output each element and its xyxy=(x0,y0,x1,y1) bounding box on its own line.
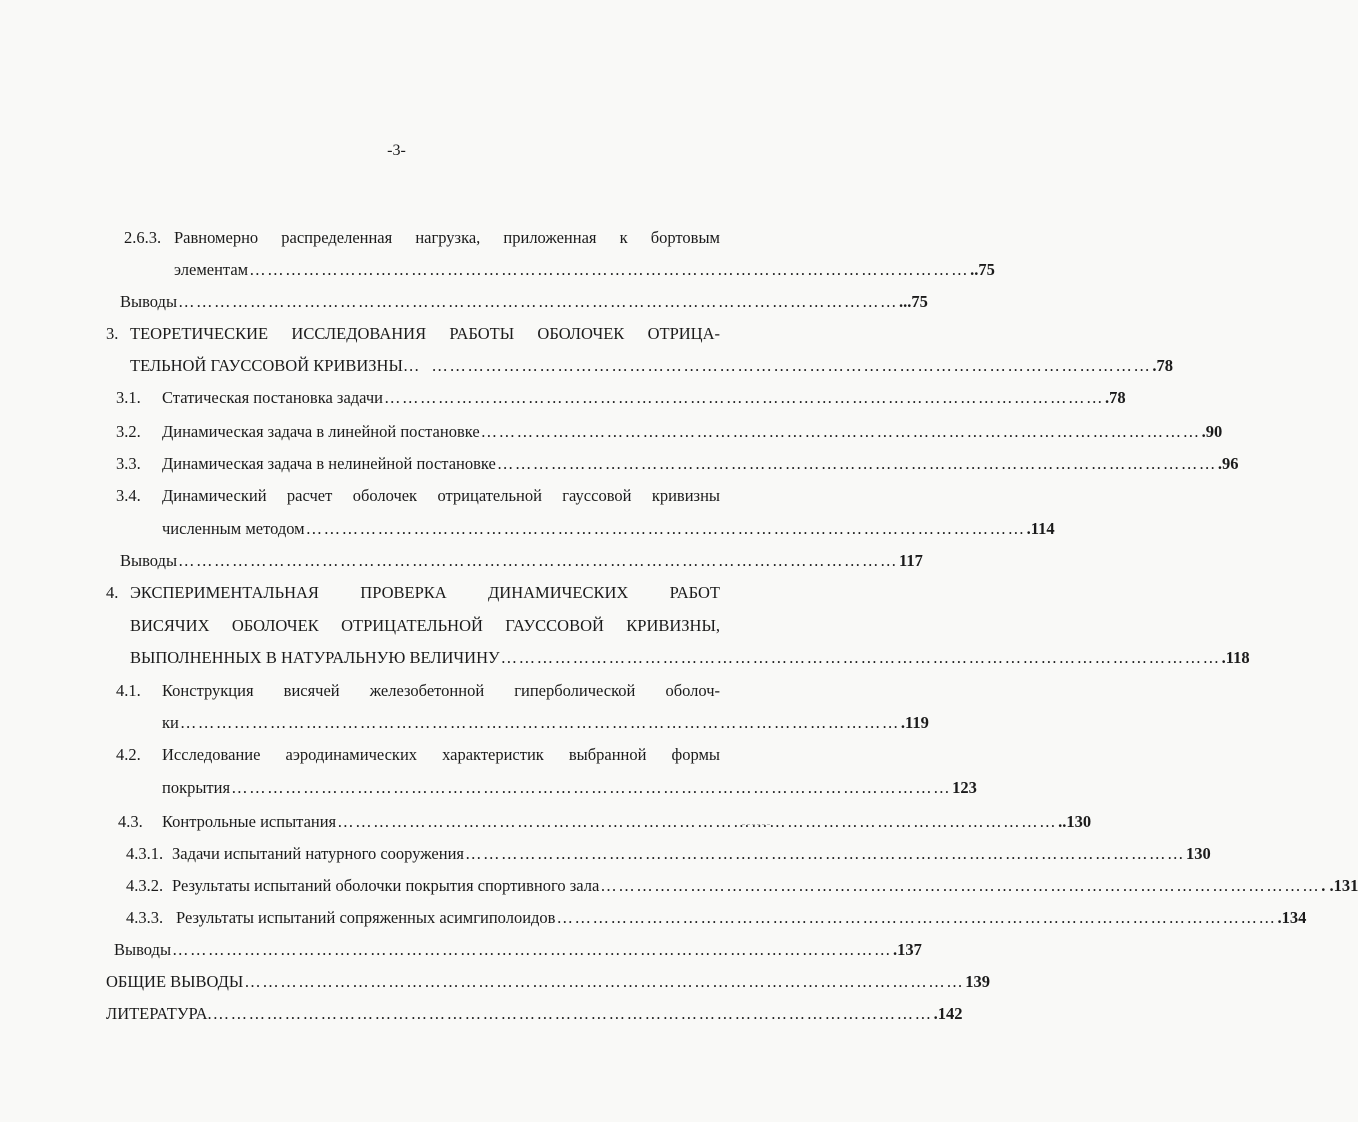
toc-text: Равномерно распределенная нагрузка, приложенная к бортовым xyxy=(174,228,720,247)
toc-text: ЭКСПЕРИМЕНТАЛЬНАЯ ПРОВЕРКА ДИНАМИЧЕСКИХ РАБОТ xyxy=(130,583,720,602)
toc-number: 3.1. xyxy=(116,388,141,407)
toc-entry-4-1 xyxy=(116,679,720,703)
toc-entry-4-3-2 xyxy=(126,874,1358,898)
toc-page-number: . .131 xyxy=(1321,876,1358,895)
toc-text: Исследование аэродинамических характеристик выбранной формы xyxy=(162,745,720,764)
toc-number: 4. xyxy=(106,583,119,602)
leader-dots: ………………………………………………………………………………………………………… xyxy=(480,422,1201,441)
toc-text: Выводы xyxy=(114,940,172,959)
toc-entry-conclusions-3 xyxy=(120,549,923,573)
toc-page-number: 117 xyxy=(899,551,923,570)
leader-dots: ………………………………………………………………………………………………………… xyxy=(178,551,899,570)
page-number: -3- xyxy=(387,142,406,159)
leader-dots: ………………………………………………………………………………………………………… xyxy=(337,812,1058,831)
toc-number: 3.4. xyxy=(116,486,141,505)
toc-number: 4.3.1. xyxy=(126,844,164,863)
toc-text: численным методом xyxy=(162,519,305,538)
toc-page-number: .78 xyxy=(1104,388,1126,407)
toc-entry-4-cont-1 xyxy=(130,614,720,638)
leader-dots: ………………………………………………………………………………………………………… xyxy=(465,844,1185,863)
toc-text: Контрольные испытания xyxy=(162,812,337,831)
toc-entry-4-3 xyxy=(118,810,1092,834)
toc-text: ОБЩИЕ ВЫВОДЫ xyxy=(106,972,244,991)
toc-text: ки xyxy=(162,713,179,732)
toc-text: Выводы xyxy=(120,292,178,311)
toc-page-number: ...75 xyxy=(899,292,928,311)
toc-number: 3.3. xyxy=(116,454,141,473)
leader-dots: ………………………………………………………………………………………………………… xyxy=(172,940,893,959)
toc-entry-3-cont xyxy=(130,354,1173,378)
toc-text: ВИСЯЧИХ ОБОЛОЧЕК ОТРИЦАТЕЛЬНОЙ ГАУССОВОЙ КРИВИЗНЫ, xyxy=(130,616,720,635)
toc-entry-3-3 xyxy=(116,452,1239,476)
toc-entry-conclusions-2 xyxy=(120,290,928,314)
toc-number: 2.6.3. xyxy=(124,228,162,247)
toc-page-number: .114 xyxy=(1026,519,1055,538)
toc-number: 4.3. xyxy=(118,812,143,831)
toc-text: Динамическая задача в линейной постановке xyxy=(162,422,480,441)
toc-number: 4.3.2. xyxy=(126,876,164,895)
toc-entry-4-1-cont xyxy=(162,711,929,735)
toc-page-number: .137 xyxy=(893,940,922,959)
toc-text: Выводы xyxy=(120,551,178,570)
toc-text: Динамическая задача в нелинейной постановке xyxy=(162,454,496,473)
toc-number: 4.3.3. xyxy=(126,908,164,927)
toc-entry-4 xyxy=(106,581,720,605)
leader-dots: ………………………………………………………………………………………………………… xyxy=(305,519,1026,538)
toc-page-number: .90 xyxy=(1201,422,1223,441)
leader-dots: ………………………………………………………………………………………………………… xyxy=(179,713,900,732)
toc-page-number: .96 xyxy=(1217,454,1239,473)
toc-entry-2-6-3-cont xyxy=(174,258,995,282)
toc-number: 3.2. xyxy=(116,422,141,441)
toc-entry-general-conclusions xyxy=(106,970,991,994)
leader-dots: ………………………………………………………………………………………………………… xyxy=(244,972,965,991)
toc-number: 4.2. xyxy=(116,745,141,764)
toc-entry-3-4-cont xyxy=(162,517,1055,541)
toc-page-number: .134 xyxy=(1277,908,1307,927)
toc-text: Результаты испытаний оболочки покрытия спортивного зала xyxy=(172,876,600,895)
leader-dots: ………………………………………………………………………………………………………… xyxy=(556,908,1277,927)
toc-page-number: .118 xyxy=(1221,648,1250,667)
toc-text: Конструкция висячей железобетонной гиперболической оболоч- xyxy=(162,681,720,700)
toc-entry-literature xyxy=(106,1002,963,1026)
toc-text: ВЫПОЛНЕННЫХ В НАТУРАЛЬНУЮ ВЕЛИЧИНУ xyxy=(130,648,500,667)
toc-text: Статическая постановка задачи xyxy=(162,388,383,407)
leader-dots: ………………………………………………………………………………………………………… xyxy=(500,648,1221,667)
toc-page-number: 130 xyxy=(1186,844,1211,863)
toc-entry-conclusions-4 xyxy=(114,938,922,962)
toc-page-number: .142 xyxy=(933,1004,963,1023)
toc-entry-4-3-1 xyxy=(126,842,1211,866)
toc-text: ЛИТЕРАТУРА. xyxy=(106,1004,212,1023)
toc-text: Задачи испытаний натурного сооружения xyxy=(172,844,464,863)
toc-entry-2-6-3 xyxy=(124,226,720,250)
toc-page-number: .78 xyxy=(1152,356,1173,375)
leader-dots: ………………………………………………………………………………………………………… xyxy=(249,260,970,279)
toc-text: Результаты испытаний сопряженных асимгиполоидов xyxy=(176,908,556,927)
leader-dots: ………………………………………………………………………………………………………… xyxy=(212,1004,933,1023)
scan-artifact xyxy=(742,824,770,826)
toc-entry-3-2 xyxy=(116,420,1223,444)
toc-entry-4-2-cont xyxy=(162,776,977,800)
toc-text: покрытия xyxy=(162,778,231,797)
toc-text: ТЕЛЬНОЙ ГАУССОВОЙ КРИВИЗНЫ… xyxy=(130,356,420,375)
toc-text: Динамический расчет оболочек отрицательной гауссовой кривизны xyxy=(162,486,720,505)
toc-page-number: ..75 xyxy=(970,260,995,279)
toc-entry-3-4 xyxy=(116,484,720,508)
leader-dots: ………………………………………………………………………………………………………… xyxy=(600,876,1321,895)
leader-dots: ………………………………………………………………………………………………………… xyxy=(431,356,1152,375)
toc-page-number: 123 xyxy=(952,778,977,797)
toc-entry-4-2 xyxy=(116,743,720,767)
toc-text: ТЕОРЕТИЧЕСКИЕ ИССЛЕДОВАНИЯ РАБОТЫ ОБОЛОЧЕК ОТРИЦА- xyxy=(130,324,720,343)
toc-number: 3. xyxy=(106,324,119,343)
toc-number: 4.1. xyxy=(116,681,141,700)
toc-text: элементам xyxy=(174,260,249,279)
leader-dots: ………………………………………………………………………………………………………… xyxy=(383,388,1104,407)
toc-entry-4-3-3 xyxy=(126,906,1307,930)
toc-page-number: ..130 xyxy=(1058,812,1092,831)
leader-dots: ………………………………………………………………………………………………………… xyxy=(231,778,952,797)
leader-dots: ………………………………………………………………………………………………………… xyxy=(496,454,1217,473)
toc-entry-3-1 xyxy=(116,386,1126,410)
toc-page-number: 139 xyxy=(965,972,991,991)
toc-entry-4-cont-2 xyxy=(130,646,1250,670)
toc-entry-3 xyxy=(106,322,720,346)
leader-dots: ………………………………………………………………………………………………………… xyxy=(178,292,899,311)
toc-page-number: .119 xyxy=(900,713,929,732)
